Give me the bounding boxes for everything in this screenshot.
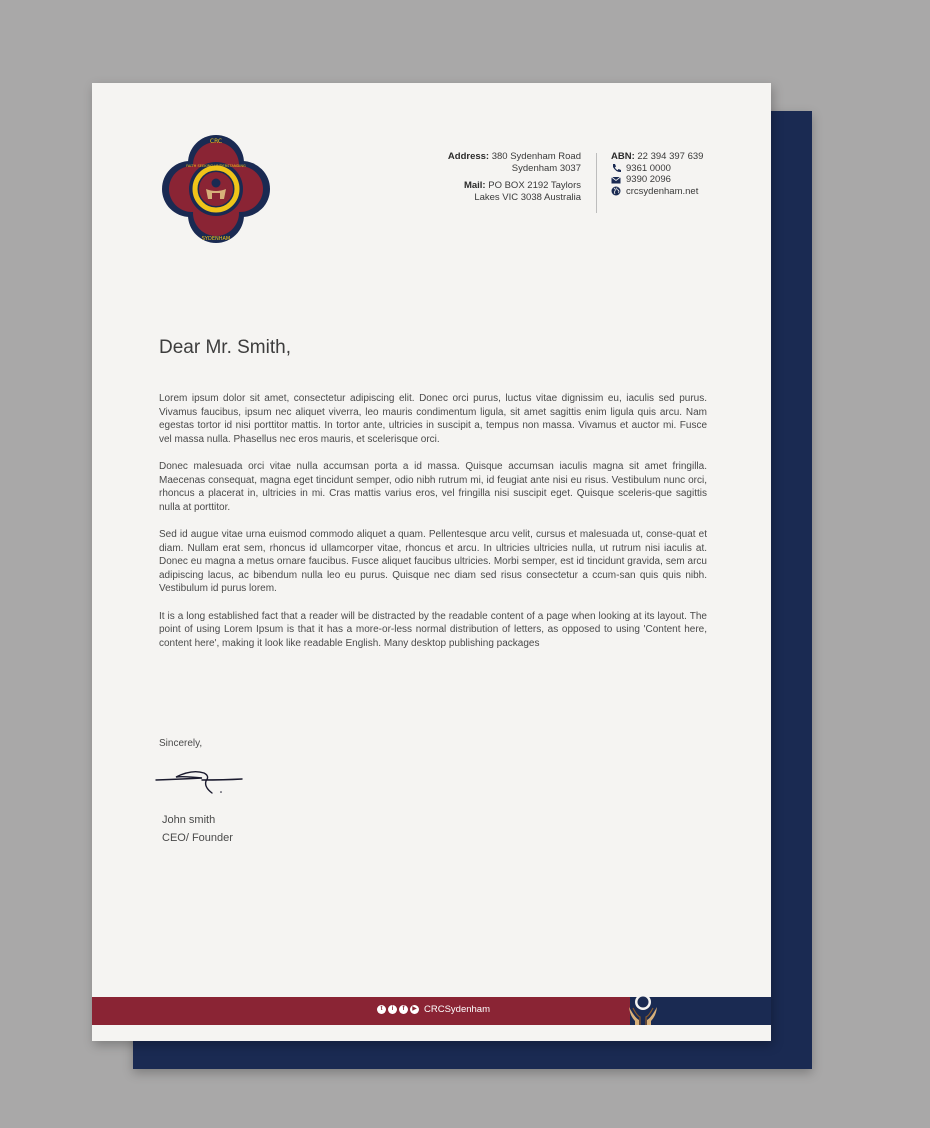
fax-number: 9390 2096 xyxy=(626,174,671,185)
abn-value: 22 394 397 639 xyxy=(637,151,704,162)
address-label: Address: xyxy=(447,151,490,162)
fax-mail-icon xyxy=(611,175,621,185)
mail-line2: Lakes VIC 3038 Australia xyxy=(474,191,581,203)
body-paragraph-2: Donec malesuada orci vitae nulla accumsan porta a id massa. Quisque accumsan iaculis magna sit amet fringilla. Maecenas consequat, magna eget tincidunt semper, odio nibh rutrum mi, id feugiat ante nisi eu risus. Vestibulum nunc orci, rhoncus a placerat in, ultricies in mi. Cras mattis varius eros, vel fringilla nisi suscipit eget. Quisque sceleris-que sagittis nulla at porttitor. xyxy=(159,461,707,513)
footer-social-handle[interactable]: CRCSydenham xyxy=(424,1004,490,1015)
letter-greeting: Dear Mr. Smith, xyxy=(159,337,291,358)
abn-label: ABN: xyxy=(611,151,635,162)
instagram-icon[interactable]: i xyxy=(388,1005,397,1014)
letter-body xyxy=(159,392,707,664)
crest-top-text: CRC xyxy=(209,138,223,145)
crest-motto-text: FAITH SEEKING UNDERSTANDING xyxy=(186,164,246,168)
globe-icon xyxy=(611,186,621,196)
school-crest-logo xyxy=(160,133,272,245)
signer-block xyxy=(162,811,233,847)
body-paragraph-4: It is a long established fact that a reader will be distracted by the readable content of a page when looking at its layout. The point of using Lorem Ipsum is that it has a more-or-less normal distribution of letters, as opposed to using 'Content here, content here', making it look like readable English. Many desktop publishing packages xyxy=(159,610,707,649)
letterhead-sheet xyxy=(92,83,771,1041)
footer-social xyxy=(377,1004,490,1015)
crest-bottom-text: SYDENHAM xyxy=(201,236,231,242)
mail-line1: PO BOX 2192 Taylors xyxy=(488,180,581,191)
facebook-icon[interactable]: f xyxy=(399,1005,408,1014)
footer-bar-maroon xyxy=(92,997,630,1025)
letter-closing: Sincerely, xyxy=(159,738,203,749)
address-line2: Sydenham 3037 xyxy=(511,162,581,174)
body-paragraph-3: Sed id augue vitae urna euismod commodo aliquet a quam. Pellentesque arcu velit, cursus et malesuada ut, conse-quat et diam. Nullam erat sem, rhoncus id ullamcorper vitae, rhoncus et arcu. In ultricies ultricies nulla, ut rutrum nisi iaculis at. Donec eu magna a metus ornare faucibus. Fusce aliquet faucibus ultricies. Morbi semper, est id tincidunt gravida, sem arcu adipiscing lacus, ac bibendum nulla leo eu purus. Quisque nec diam sed risus consectetur a ccum-san quis quis nibh. Vestibulum id purus lorem. xyxy=(159,529,707,594)
address-block xyxy=(448,151,581,203)
website-link[interactable]: crcsydenham.net xyxy=(626,185,699,197)
contact-divider xyxy=(596,153,597,213)
footer-emblem-icon xyxy=(625,992,661,1026)
address-line1: 380 Sydenham Road xyxy=(491,151,581,162)
mail-label: Mail: xyxy=(463,180,486,191)
contact-block xyxy=(611,151,703,197)
phone-number: 9361 0000 xyxy=(626,162,671,174)
handwritten-signature xyxy=(154,759,249,804)
signer-name: John smith xyxy=(162,814,216,826)
body-paragraph-1: Lorem ipsum dolor sit amet, consectetur adipiscing elit. Donec orci purus, luctus vitae dignissim eu, iaculis sed purus. Vivamus faucibus, ipsum nec aliquet viverra, leo mauris condimentum ligula, sit amet sagittis enim ligula quis arcu. Nam egestas tortor id nisi porttitor mattis. In tortor ante, ultricies in suscipit a, tempus non massa. Vivamus et auctor mi. Fusce vel massa nulla. Phasellus nec eros mauris, et scelerisque orci. xyxy=(159,393,707,445)
signer-title: CEO/ Founder xyxy=(162,832,233,844)
twitter-icon[interactable]: t xyxy=(377,1005,386,1014)
youtube-icon[interactable]: ▶ xyxy=(410,1005,419,1014)
phone-icon xyxy=(611,163,621,173)
